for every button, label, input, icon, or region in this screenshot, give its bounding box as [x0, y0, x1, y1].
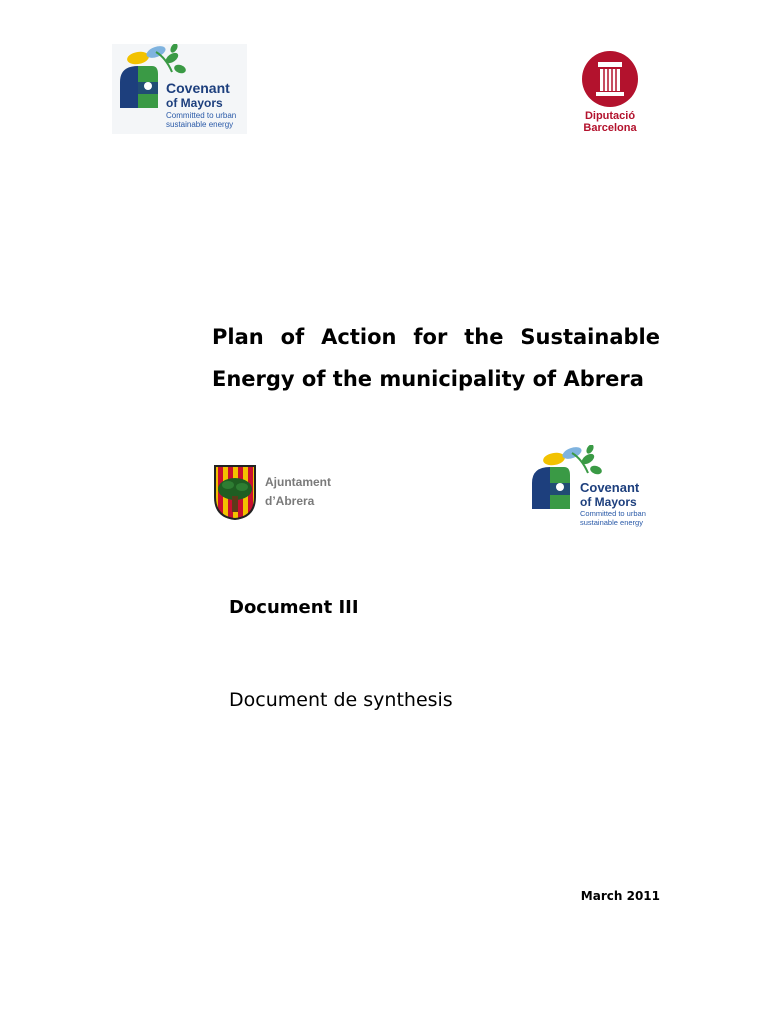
title-word: Action	[321, 325, 397, 349]
covenant-of-mayors-logo-mid	[528, 445, 658, 533]
abrera-coat-of-arms-icon	[212, 463, 258, 521]
diputacio-line2: Barcelona	[583, 122, 637, 134]
covenant-top-line3: Committed to urban	[166, 111, 237, 120]
title-word: Plan	[212, 325, 264, 349]
diputacio-seal-icon	[572, 48, 648, 110]
covenant-mid-line4: sustainable energy	[580, 518, 643, 527]
ajuntament-line2: d’Abrera	[265, 494, 315, 508]
covenant-top-line2: of Mayors	[166, 96, 223, 110]
covenant-mid-line1: Covenant	[580, 480, 640, 495]
diputacio-barcelona-logo	[572, 48, 648, 134]
document-subtitle: Document de synthesis	[229, 689, 453, 711]
covenant-top-line4: sustainable energy	[166, 120, 234, 129]
page-title	[212, 316, 660, 400]
covenant-of-mayors-logo-top	[112, 44, 247, 134]
title-word: Sustainable	[520, 325, 660, 349]
title-word: for	[413, 325, 448, 349]
title-word: the	[464, 325, 504, 349]
covenant-mid-line3: Committed to urban	[580, 509, 646, 518]
document-number: Document III	[229, 597, 359, 618]
ajuntament-line1: Ajuntament	[265, 475, 331, 489]
covenant-top-line1: Covenant	[166, 80, 230, 96]
title-word: of	[280, 325, 305, 349]
document-date: March 2011	[580, 889, 660, 903]
diputacio-line1: Diputació	[584, 110, 636, 122]
title-line2: Energy of the municipality of Abrera	[212, 367, 644, 391]
covenant-mid-line2: of Mayors	[580, 495, 637, 509]
title-line1	[212, 316, 660, 358]
ajuntament-abrera-logo	[212, 463, 352, 521]
